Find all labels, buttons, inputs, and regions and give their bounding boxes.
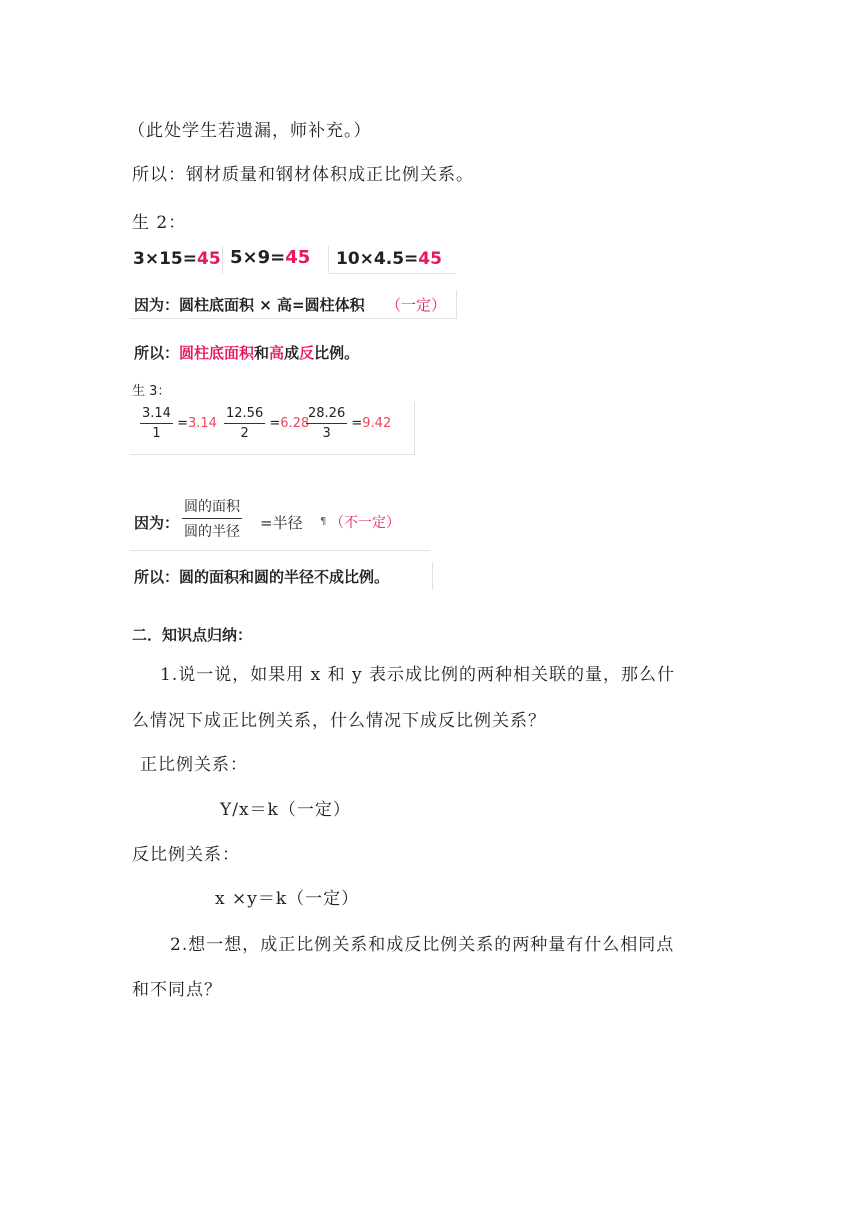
s2-so-quantity-b: 高 <box>269 344 285 362</box>
s3-ratio-2 <box>224 406 309 441</box>
s3-because-note: （不一定） <box>330 515 400 531</box>
s2-product-1 <box>133 249 221 269</box>
s3-ratio-3-eq: = <box>351 416 363 431</box>
s2-so-prefix: 所以： <box>134 344 180 362</box>
s3-so-text: 所以：圆的面积和圆的半径不成比例。 <box>134 568 390 586</box>
s2-because-snippet <box>130 290 457 319</box>
s2-so-snippet <box>130 338 390 366</box>
s3-because-num: 圆的面积 <box>182 496 242 519</box>
student-3-label: 生 3： <box>132 384 171 399</box>
s2-product-2-expr: 5×9= <box>230 247 286 268</box>
s2-because-fixed: （一定） <box>386 296 447 314</box>
student-2-label: 生 2： <box>132 213 187 233</box>
s3-ratios-snippet <box>130 402 415 455</box>
conclusion-line: 所以：钢材质量和钢材体积成正比例关系。 <box>132 165 474 185</box>
supplement-line: （此处学生若遗漏，师补充。） <box>128 121 372 141</box>
s3-ratio-3-num: 28.26 <box>306 406 347 424</box>
question-2-line-1: 2.想一想，成正比例关系和成反比例关系的两种量有什么相同点 <box>170 935 675 955</box>
s3-because-snippet <box>130 494 430 551</box>
s3-ratio-1-eq: = <box>177 416 188 431</box>
s2-so-fan: 反 <box>299 344 315 362</box>
s2-product-2 <box>230 247 310 268</box>
s2-because-text: 因为：圆柱底面积 × 高=圆柱体积 <box>134 296 365 314</box>
question-1-line-2: 么情况下成正比例关系，什么情况下成反比例关系？ <box>132 711 546 731</box>
s2-so-quantity-a: 圆柱底面积 <box>179 344 255 362</box>
s3-ratio-3 <box>306 406 391 441</box>
s2-so-and: 和 <box>254 344 270 362</box>
s3-ratio-2-eq: = <box>269 416 281 431</box>
s2-product-2-result: 45 <box>285 247 311 268</box>
s3-ratio-2-num: 12.56 <box>224 406 265 424</box>
paragraph-mark-icon: ¶ <box>320 516 327 527</box>
s2-product-1-expr: 3×15= <box>133 249 197 269</box>
s3-ratio-1-result: 3.14 <box>188 416 217 431</box>
section-2-heading: 二．知识点归纳： <box>132 626 253 644</box>
question-1-line-1: 1.说一说，如果用 x 和 y 表示成比例的两种相关联的量，那么什 <box>160 665 676 685</box>
s2-products-snippet <box>130 246 456 274</box>
s3-ratio-3-result: 9.42 <box>362 416 392 431</box>
s2-product-1-result: 45 <box>196 249 221 269</box>
direct-proportion-formula: Y/x＝k（一定） <box>220 800 351 820</box>
question-2-line-2: 和不同点？ <box>132 980 222 1000</box>
s3-ratio-1-num: 3.14 <box>140 406 173 424</box>
s3-ratio-2-den: 2 <box>240 426 249 441</box>
s2-product-3-result: 45 <box>418 249 442 269</box>
s2-so-cheng: 成 <box>284 344 300 362</box>
s2-product-3 <box>336 249 442 269</box>
s3-because-prefix: 因为： <box>134 514 180 532</box>
s2-product-3-expr: 10×4.5= <box>336 249 419 269</box>
inverse-proportion-formula: x ×y＝k（一定） <box>215 889 360 909</box>
s3-ratio-3-den: 3 <box>322 426 331 441</box>
s3-ratio-1-den: 1 <box>152 426 161 441</box>
s3-because-eq: =半径 <box>260 514 303 532</box>
inverse-proportion-label: 反比例关系： <box>132 845 240 865</box>
s3-ratio-1 <box>140 406 217 441</box>
s3-ratio-2-result: 6.28 <box>280 416 310 431</box>
direct-proportion-label: 正比例关系： <box>140 755 248 775</box>
s2-so-suffix: 比例。 <box>314 344 360 362</box>
s3-because-den: 圆的半径 <box>184 524 240 540</box>
s3-so-snippet <box>130 562 433 590</box>
